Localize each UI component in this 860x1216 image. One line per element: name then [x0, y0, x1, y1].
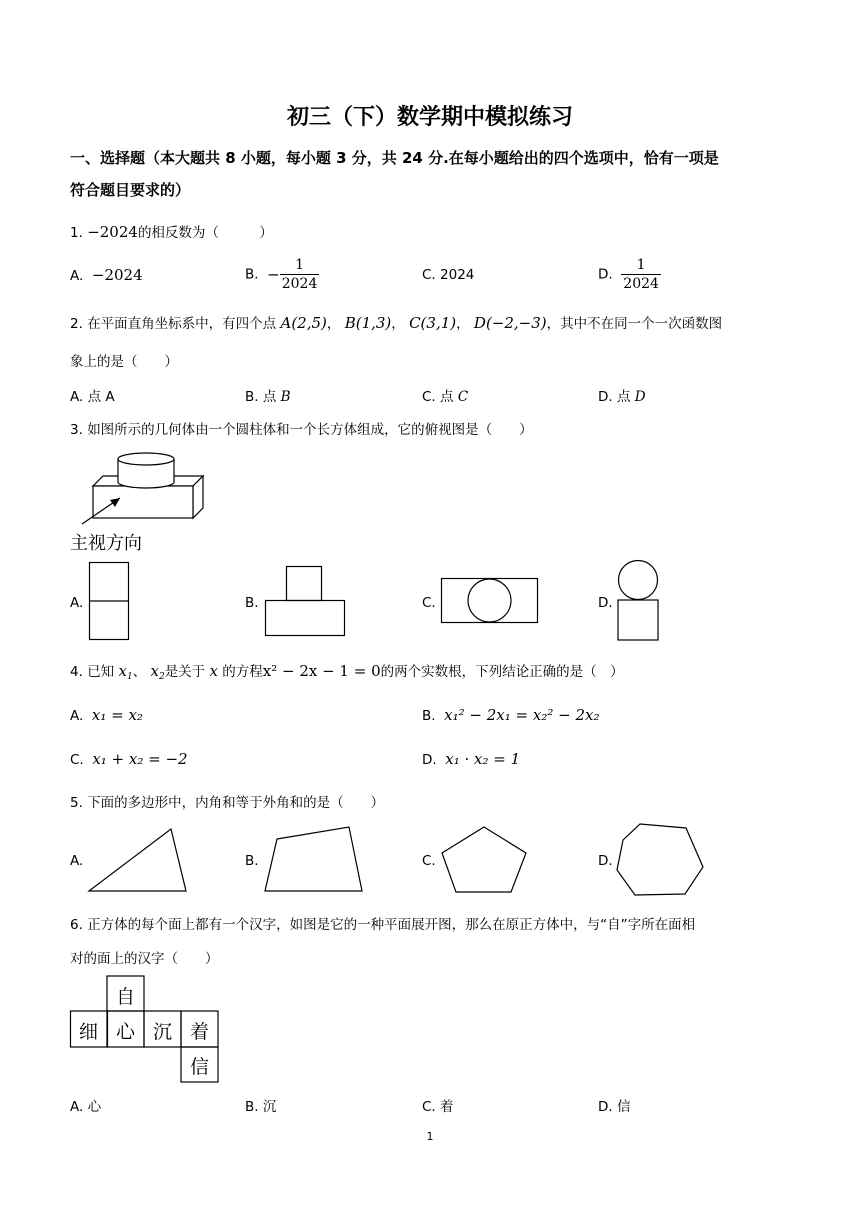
equation: x² − 2x − 1 = 0: [262, 662, 381, 680]
question-3: 3. 如图所示的几何体由一个圆柱体和一个长方体组成，它的俯视图是（ ）: [70, 422, 533, 438]
q3-figure-b: [265, 566, 345, 636]
question-6-line1: 6. 正方体的每个面上都有一个汉字，如图是它的一种平面展开图，那么在原正方体中，与“自”字所在面相: [70, 917, 696, 933]
solid-figure: [70, 446, 220, 526]
question-4: 4. 已知 $x_1$、 $x_2$是关于 x 的方程x² − 2x − 1 = 0的两个实数根，下列结论正确的是（ ）: [70, 662, 624, 682]
q3-option-b[interactable]: B.: [245, 595, 259, 611]
q6-option-b[interactable]: B. 沉: [245, 1099, 277, 1115]
quadrilateral-shape: [264, 826, 364, 894]
q1-option-d[interactable]: D. $\frac{1}{2024}$: [598, 257, 659, 292]
q2-option-c[interactable]: C. 点 C: [422, 389, 469, 405]
q2-option-d[interactable]: D. 点 D: [598, 389, 646, 405]
question-2: 2. 在平面直角坐标系中，有四个点 A(2,5)， B(1,3)， C(3,1)， D(−2,−3)，其中不在同一个一次函数图: [70, 314, 723, 332]
point-c: C(3,1): [409, 314, 457, 332]
net-face-top: 自: [115, 986, 135, 1008]
net-face-1: 细: [78, 1021, 98, 1043]
net-face-2: 心: [115, 1021, 135, 1043]
figure-caption: 主视方向: [70, 533, 142, 554]
q1-option-a[interactable]: A. −2024: [70, 266, 143, 284]
q1-expression: −2024: [87, 223, 138, 241]
question-number: 1.: [70, 225, 83, 241]
q1-option-c[interactable]: C. 2024: [422, 267, 475, 283]
q5-option-d[interactable]: D.: [598, 853, 613, 869]
net-face-4: 着: [189, 1021, 209, 1043]
question-number: 5.: [70, 795, 83, 811]
question-5: 5. 下面的多边形中，内角和等于外角和的是（ ）: [70, 795, 385, 811]
question-number: 4.: [70, 664, 83, 680]
q6-option-c[interactable]: C. 着: [422, 1099, 454, 1115]
pentagon-shape: [441, 826, 527, 894]
question-number: 3.: [70, 422, 83, 438]
q3-option-c[interactable]: C.: [422, 595, 436, 611]
q3-figure-d: [617, 560, 660, 641]
q4-option-d[interactable]: D. x₁ · x₂ = 1: [422, 750, 521, 768]
section-header-line2: 符合题目要求的）: [70, 181, 191, 199]
question-1: [70, 221, 273, 241]
q5-option-a[interactable]: A.: [70, 853, 84, 869]
q4-option-b[interactable]: B. x₁² − 2x₁ = x₂² − 2x₂: [422, 706, 600, 724]
q6-option-d[interactable]: D. 信: [598, 1099, 631, 1115]
page-number: 1: [426, 1130, 434, 1143]
fraction: $\frac{1}{2024}$: [623, 257, 659, 292]
fraction: $\frac{1}{2024}$: [281, 257, 318, 292]
point-d: D(−2,−3): [473, 314, 547, 332]
heptagon-shape: [616, 823, 704, 897]
q2-option-a[interactable]: A. 点 A: [70, 389, 115, 405]
point-a: A(2,5): [280, 314, 327, 332]
q2-option-b[interactable]: B. 点 B: [245, 389, 291, 405]
question-6-line2: 对的面上的汉字（ ）: [70, 951, 219, 967]
q4-option-c[interactable]: C. x₁ + x₂ = −2: [70, 750, 188, 768]
q2-line2: 象上的是（ ）: [70, 354, 178, 370]
q5-option-b[interactable]: B.: [245, 853, 259, 869]
page-title: 初三（下）数学期中模拟练习: [286, 105, 573, 130]
point-b: B(1,3): [344, 314, 392, 332]
q3-figure-c: [441, 578, 538, 623]
q1-option-b[interactable]: B. − $\frac{1}{2024}$: [245, 257, 318, 292]
section-header-line1: 一、选择题（本大题共 8 小题，每小题 3 分，共 24 分.在每小题给出的四个选项中，恰有一项是: [70, 149, 719, 167]
q3-option-a[interactable]: A.: [70, 595, 84, 611]
q5-option-c[interactable]: C.: [422, 853, 436, 869]
q6-option-a[interactable]: A. 心: [70, 1099, 102, 1115]
q3-option-d[interactable]: D.: [598, 595, 613, 611]
question-number: 6.: [70, 917, 83, 933]
question-number: 2.: [70, 316, 83, 332]
q3-figure-a: [89, 562, 129, 640]
net-face-3: 沉: [152, 1021, 172, 1043]
q4-option-a[interactable]: A. x₁ = x₂: [70, 706, 143, 724]
triangle-shape: [88, 828, 188, 894]
q1-text: 的相反数为（ ）: [137, 225, 273, 241]
net-face-bottom: 信: [189, 1056, 209, 1078]
